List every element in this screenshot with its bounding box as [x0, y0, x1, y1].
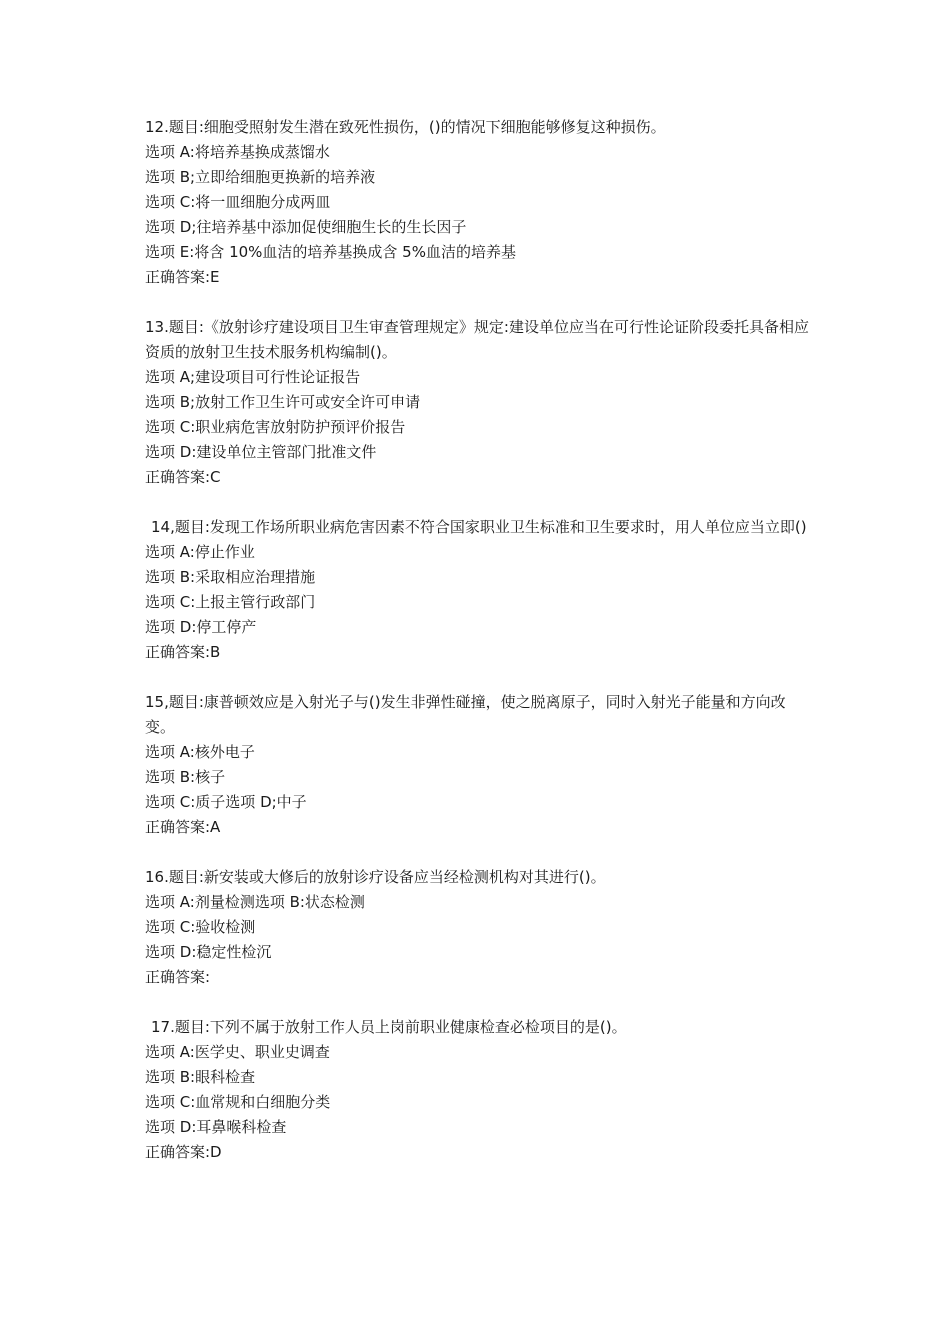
question-13 [145, 315, 815, 490]
option-d: 选项 D:停工停产 [145, 618, 257, 636]
question-stem: 14,题目:发现工作场所职业病危害因素不符合国家职业卫生标准和卫生要求时，用人单位应当立即() [151, 518, 807, 536]
option-b: 选项 B:眼科检查 [145, 1068, 256, 1086]
question-15 [145, 690, 815, 840]
option-a: 选项 A;建设项目可行性论证报告 [145, 368, 361, 386]
option-d: 选项 D;往培养基中添加促使细胞生长的生长因子 [145, 218, 467, 236]
option-c: 选项 C:上报主管行政部门 [145, 593, 316, 611]
correct-answer: 正确答案: [145, 968, 211, 986]
option-b: 选项 B:采取相应治理措施 [145, 568, 316, 586]
option-b: 选项 B:核子 [145, 768, 226, 786]
option-c: 选项 C:职业病危害放射防护预评价报告 [145, 418, 406, 436]
question-14 [145, 515, 815, 665]
question-stem: 17.题目:下列不属于放射工作人员上岗前职业健康检查必检项目的是()。 [151, 1018, 627, 1036]
option-d: 选项 D:耳鼻喉科检查 [145, 1118, 287, 1136]
option-a-b: 选项 A:剂量检测选项 B:状态检测 [145, 893, 365, 911]
option-d: 选项 D:稳定性检沉 [145, 943, 272, 961]
option-b: 选项 B;放射工作卫生许可或安全许可申请 [145, 393, 421, 411]
option-c-d: 选项 C:质子选项 D;中子 [145, 793, 307, 811]
option-b: 选项 B;立即给细胞更换新的培养液 [145, 168, 376, 186]
option-a: 选项 A:将培养基换成蒸馏水 [145, 143, 330, 161]
correct-answer: 正确答案:C [145, 468, 221, 486]
correct-answer: 正确答案:E [145, 268, 220, 286]
correct-answer: 正确答案:B [145, 643, 221, 661]
question-stem: 12.题目:细胞受照射发生潜在致死性损伤，()的情况下细胞能够修复这种损伤。 [145, 118, 666, 136]
option-c: 选项 C:血常规和白细胞分类 [145, 1093, 331, 1111]
question-17 [145, 1015, 815, 1165]
option-a: 选项 A:核外电子 [145, 743, 255, 761]
question-12 [145, 115, 815, 290]
option-e: 选项 E:将含 10%血洁的培养基换成含 5%血洁的培养基 [145, 243, 516, 261]
question-list [145, 115, 815, 1190]
option-c: 选项 C:验收检测 [145, 918, 256, 936]
option-a: 选项 A:停止作业 [145, 543, 255, 561]
option-d: 选项 D:建设单位主管部门批准文件 [145, 443, 377, 461]
correct-answer: 正确答案:D [145, 1143, 222, 1161]
option-c: 选项 C:将一皿细胞分成两皿 [145, 193, 331, 211]
question-stem: 13.题目:《放射诊疗建设项目卫生审查管理规定》规定:建设单位应当在可行性论证阶段委托具备相应资质的放射卫生技术服务机构编制()。 [145, 318, 809, 361]
correct-answer: 正确答案:A [145, 818, 221, 836]
question-16 [145, 865, 815, 990]
option-a: 选项 A:医学史、职业史调查 [145, 1043, 330, 1061]
question-stem: 15,题目:康普顿效应是入射光子与()发生非弹性碰撞，使之脱离原子，同时入射光子能量和方向改变。 [145, 693, 786, 736]
question-stem: 16.题目:新安装或大修后的放射诊疗设备应当经检测机构对其进行()。 [145, 868, 606, 886]
